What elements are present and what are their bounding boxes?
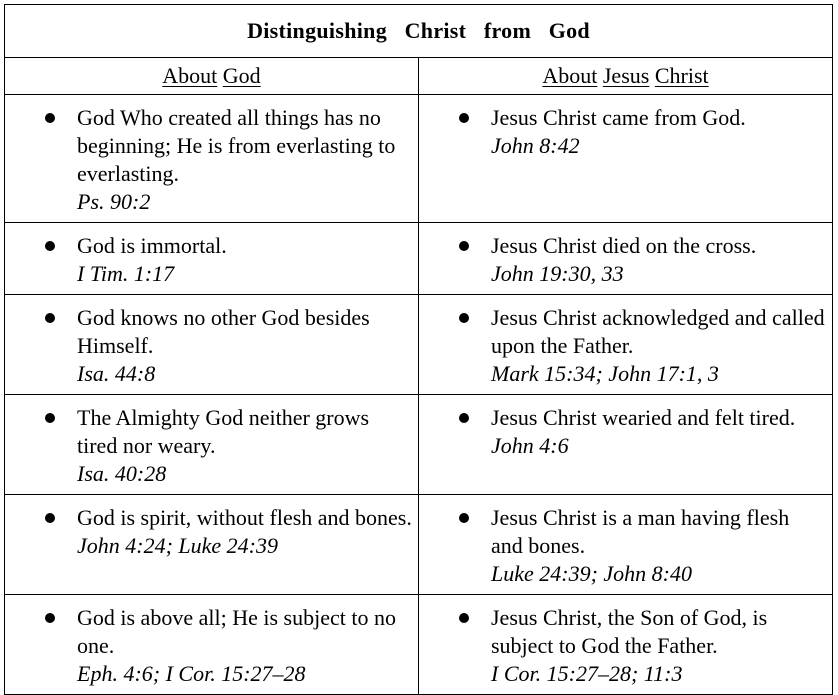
header-about-jesus-christ	[419, 58, 833, 95]
table-title: Distinguishing Christ from God	[5, 5, 833, 58]
christ-cell	[419, 595, 833, 695]
header-about-christ-word1: About	[542, 63, 598, 88]
scripture-reference: John 19:30, 33	[491, 261, 624, 286]
table-row	[5, 395, 833, 495]
christ-statement-text: Jesus Christ came from God.	[491, 105, 746, 130]
christ-statement-text: Jesus Christ wearied and felt tired.	[491, 405, 796, 430]
bullet-icon	[45, 613, 55, 623]
scripture-reference: Ps. 90:2	[77, 189, 151, 214]
christ-statement-text: Jesus Christ acknowledged and called upon the Father.	[491, 305, 825, 358]
christ-cell	[419, 395, 833, 495]
title-row	[5, 5, 833, 58]
scripture-reference: John 8:42	[491, 133, 580, 158]
god-cell	[5, 595, 419, 695]
scripture-reference: John 4:6	[491, 433, 569, 458]
god-cell	[5, 295, 419, 395]
christ-cell	[419, 495, 833, 595]
christ-statement	[419, 395, 832, 466]
god-statement-text: God is immortal.	[77, 233, 227, 258]
christ-statement-text: Jesus Christ is a man having flesh and bones.	[491, 505, 790, 558]
christ-cell	[419, 223, 833, 295]
scripture-reference: Isa. 40:28	[77, 461, 167, 486]
god-statement-text: God Who created all things has no beginning; He is from everlasting to everlasting.	[77, 105, 396, 186]
bullet-icon	[459, 513, 469, 523]
scripture-reference: Eph. 4:6; I Cor. 15:27–28	[77, 661, 306, 686]
god-statement	[5, 95, 418, 222]
god-statement-text: God is above all; He is subject to no one.	[77, 605, 396, 658]
god-statement	[5, 295, 418, 394]
god-cell	[5, 223, 419, 295]
christ-statement	[419, 595, 832, 694]
bullet-icon	[459, 313, 469, 323]
header-row	[5, 58, 833, 95]
christ-statement	[419, 223, 832, 294]
bullet-icon	[45, 513, 55, 523]
god-statement-text: God knows no other God besides Himself.	[77, 305, 370, 358]
god-statement-text: The Almighty God neither grows tired nor weary.	[77, 405, 370, 458]
bullet-icon	[45, 413, 55, 423]
bullet-icon	[45, 241, 55, 251]
header-about-christ-word2: Jesus	[602, 63, 650, 88]
bullet-icon	[459, 113, 469, 123]
christ-statement-text: Jesus Christ, the Son of God, is subject to God the Father.	[491, 605, 768, 658]
header-about-god	[5, 58, 419, 95]
table-row	[5, 495, 833, 595]
bullet-icon	[459, 241, 469, 251]
christ-statement-text: Jesus Christ died on the cross.	[491, 233, 757, 258]
table-row	[5, 95, 833, 223]
god-statement	[5, 223, 418, 294]
christ-statement	[419, 295, 832, 394]
god-cell	[5, 95, 419, 223]
table-row	[5, 595, 833, 695]
god-statement	[5, 595, 418, 694]
scripture-reference: John 4:24; Luke 24:39	[77, 533, 279, 558]
bullet-icon	[459, 413, 469, 423]
scripture-reference: Mark 15:34; John 17:1, 3	[491, 361, 719, 386]
comparison-table	[4, 4, 833, 695]
christ-cell	[419, 295, 833, 395]
bullet-icon	[45, 113, 55, 123]
table-row	[5, 295, 833, 395]
christ-cell	[419, 95, 833, 223]
scripture-reference: I Tim. 1:17	[77, 261, 175, 286]
god-statement-text: God is spirit, without flesh and bones.	[77, 505, 412, 530]
christ-statement	[419, 95, 832, 166]
scripture-reference: Luke 24:39; John 8:40	[491, 561, 693, 586]
header-about-god-word1: About	[162, 63, 218, 88]
god-cell	[5, 495, 419, 595]
god-cell	[5, 395, 419, 495]
comparison-document	[4, 4, 832, 695]
god-statement	[5, 495, 418, 566]
bullet-icon	[45, 313, 55, 323]
header-about-christ-word3: Christ	[654, 63, 709, 88]
header-about-god-word2: God	[222, 63, 261, 88]
god-statement	[5, 395, 418, 494]
table-row	[5, 223, 833, 295]
christ-statement	[419, 495, 832, 594]
scripture-reference: Isa. 44:8	[77, 361, 156, 386]
scripture-reference: I Cor. 15:27–28; 11:3	[491, 661, 683, 686]
bullet-icon	[459, 613, 469, 623]
